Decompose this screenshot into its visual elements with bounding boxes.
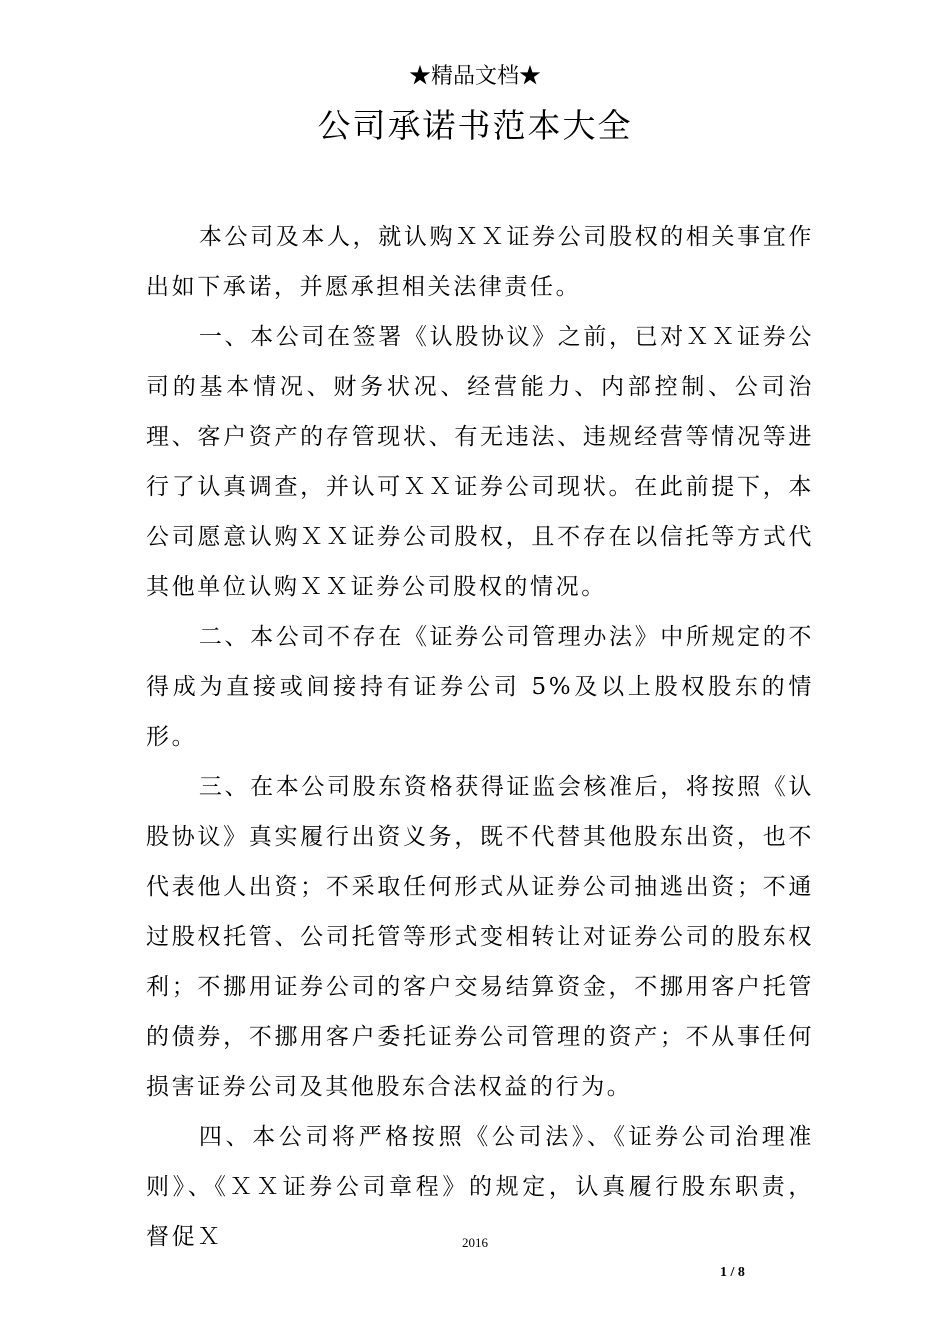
intro-paragraph: 本公司及本人，就认购ＸＸ证券公司股权的相关事宜作出如下承诺，并愿承担相关法律责任。 (146, 224, 814, 300)
footer-year: 2016 (462, 1235, 488, 1250)
document-title: 公司承诺书范本大全 (317, 106, 633, 145)
clause-one-paragraph: 一、本公司在签署《认股协议》之前，已对ＸＸ证券公司的基本情况、财务状况、经营能力、内部控制、公司治理、客户资产的存管现状、有无违法、违规经营等情况等进行了认真调查，并认可ＸＸ证券公司现状。在此前提下，本公司愿意认购ＸＸ证券公司股权，且不存在以信托等方式代其他单位认购ＸＸ证券公司股权的情况。 (146, 324, 814, 600)
document-header-label: ★精品文档★ (408, 64, 541, 89)
page-number: 1 / 8 (720, 1265, 745, 1280)
clause-four-paragraph: 四、本公司将严格按照《公司法》、《证券公司治理准则》、《ＸＸ证券公司章程》的规定，认真履行股东职责，督促Ｘ (146, 1124, 814, 1250)
clause-two-paragraph: 二、本公司不存在《证券公司管理办法》中所规定的不得成为直接或间接持有证券公司 5%及以上股权股东的情形。 (146, 624, 814, 750)
document-body (146, 212, 814, 1262)
clause-three-paragraph: 三、在本公司股东资格获得证监会核准后，将按照《认股协议》真实履行出资义务，既不代替其他股东出资，也不代表他人出资；不采取任何形式从证券公司抽逃出资；不通过股权托管、公司托管等形式变相转让对证券公司的股东权利；不挪用证券公司的客户交易结算资金，不挪用客户托管的债券，不挪用客户委托证券公司管理的资产；不从事任何损害证券公司及其他股东合法权益的行为。 (146, 774, 814, 1100)
